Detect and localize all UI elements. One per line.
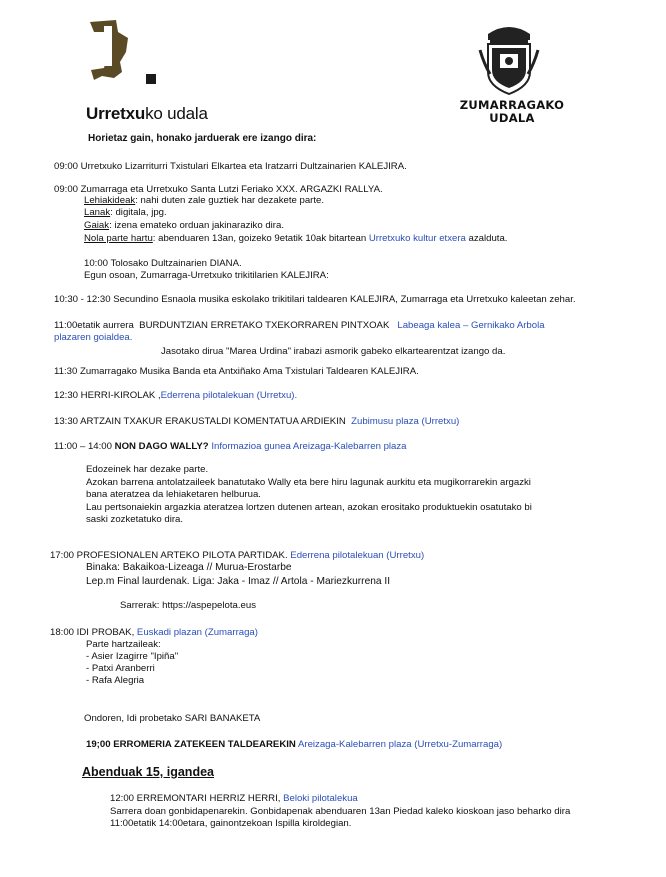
erremontari-line2: 11:00etatik 14:00etara, gainontzekoan Ispilla kiroldegian. [110, 818, 352, 829]
rallya-line-lehiakideak: Lehiakideak: nahi duten zale guztiek har dezakete parte. [84, 195, 325, 206]
event-diana: 10:00 Tolosako Dultzainarien DIANA. [84, 258, 242, 269]
idi-participant-1: - Asier Izagirre "Ipiña" [86, 651, 179, 662]
event-wally: 11:00 – 14:00 NON DAGO WALLY? Informazioa gunea Areizaga-Kalebarren plaza [54, 441, 407, 452]
erremontari-line1: Sarrera doan gonbidapenarekin. Gonbidapenak abenduaren 13an Piedad kaleko kioskoan jaso beharko dira [110, 806, 571, 817]
event-musika-banda: 11:30 Zumarragako Musika Banda eta Antxiñako Ama Txistulari Taldearen KALEJIRA. [54, 366, 419, 377]
event-pintxoak: 11:00etatik aurrera BURDUNTZIAN ERRETAKO TXEKORRAREN PINTXOAK Labeaga kalea – Gernikako Arbola [54, 320, 545, 331]
event-artzain-txakur: 13:30 ARTZAIN TXAKUR ERAKUSTALDI KOMENTATUA ARDIEKIN Zubimusu plaza (Urretxu) [54, 416, 460, 427]
event-pilota-partidak: 17:00 PROFESIONALEN ARTEKO PILOTA PARTIDAK. Ederrena pilotalekuan (Urretxu) [50, 550, 425, 561]
day2-heading: Abenduak 15, igandea [82, 765, 214, 779]
event-erromeria: 19;00 ERROMERIA ZATEKEEN TALDEAREKIN Areizaga-Kalebarren plaza (Urretxu-Zumarraga) [86, 739, 503, 750]
event-trikitilari-kalejira: Egun osoan, Zumarraga-Urretxuko trikitilarien KALEJIRA: [84, 270, 329, 281]
rallya-line-nola: Nola parte hartu: abenduaren 13an, goizeko 9etatik 10ak bitartean Urretxuko kultur etxera azalduta. [84, 233, 508, 244]
wally-p3b: saski zozketatuko dira. [86, 514, 184, 525]
idi-sari-banaketa: Ondoren, Idi probetako SARI BANAKETA [84, 713, 261, 724]
idi-participants-label: Parte hartzaileak: [86, 639, 161, 650]
event-argazki-rallya-title: 09:00 Zumarraga eta Urretxuko Santa Lutzi Feriako XXX. ARGAZKI RALLYA. [54, 184, 383, 195]
event-idi-probak: 18:00 IDI PROBAK, Euskadi plazan (Zumarraga) [50, 627, 258, 638]
event-esnaola-kalejira: 10:30 - 12:30 Secundino Esnaola musika eskolako trikitilari taldearen KALEJIRA, Zumarraga eta Urretxuko kaleetan zehar. [54, 294, 576, 305]
pintxoak-note: Jasotako dirua "Marea Urdina" irabazi asmorik gabeko elkartearentzat izango da. [161, 346, 506, 357]
pilota-binaka: Binaka: Bakaikoa-Lizeaga // Murua-Erostarbe [86, 562, 292, 573]
idi-participant-2: - Patxi Aranberri [86, 663, 155, 674]
wally-p3a: Lau pertsonaiekin argazkia ateratzea lortzen dutenen artean, azokan erositako produktuekin osatutako bi [86, 502, 532, 513]
rallya-line-lanak: Lanak: digitala, jpg. [84, 207, 167, 218]
wally-p1: Edozeinek har dezake parte. [86, 464, 209, 475]
rallya-line-gaiak: Gaiak: izena emateko orduan jakinaraziko dira. [84, 220, 284, 231]
urretxu-logo-mark-icon [88, 18, 158, 92]
pilota-sarrerak: Sarrerak: https://aspepelota.eus [120, 600, 256, 611]
wally-p2b: bana ateratzea da lehiaketaren helburua. [86, 489, 261, 500]
pintxoak-place-cont: plazaren goialdea. [54, 332, 133, 343]
intro-text: Horietaz gain, honako jarduerak ere izango dira: [88, 133, 317, 144]
zumarraga-coat-of-arms-icon [478, 24, 540, 100]
event-herri-kirolak: 12:30 HERRI-KIROLAK ,Ederrena pilotalekuan (Urretxu). [54, 390, 298, 401]
idi-participant-3: - Rafa Alegria [86, 675, 145, 686]
event-erremontari: 12:00 ERREMONTARI HERRIZ HERRI, Beloki pilotalekua [110, 793, 358, 804]
pilota-lepm: Lep.m Final laurdenak. Liga: Jaka - Imaz // Artola - Mariezkurrena II [86, 576, 391, 587]
urretxu-logo-title: Urretxuko udala [86, 104, 208, 123]
wally-p2a: Azokan barrena antolatzaileek banatutako Wally eta bere hiru lagunak aurkitu eta mugikorrarekin argazki [86, 477, 531, 488]
urretxu-logo [88, 18, 158, 96]
kultur-etxea-link: Urretxuko kultur etxera [368, 233, 466, 244]
event-kalejira-urretxu: 09:00 Urretxuko Lizarriturri Txistulari Elkartea eta Iratzarri Dultzainarien KALEJIRA. [54, 161, 407, 172]
zumarraga-logo-title: ZUMARRAGAKO UDALA [459, 98, 565, 126]
